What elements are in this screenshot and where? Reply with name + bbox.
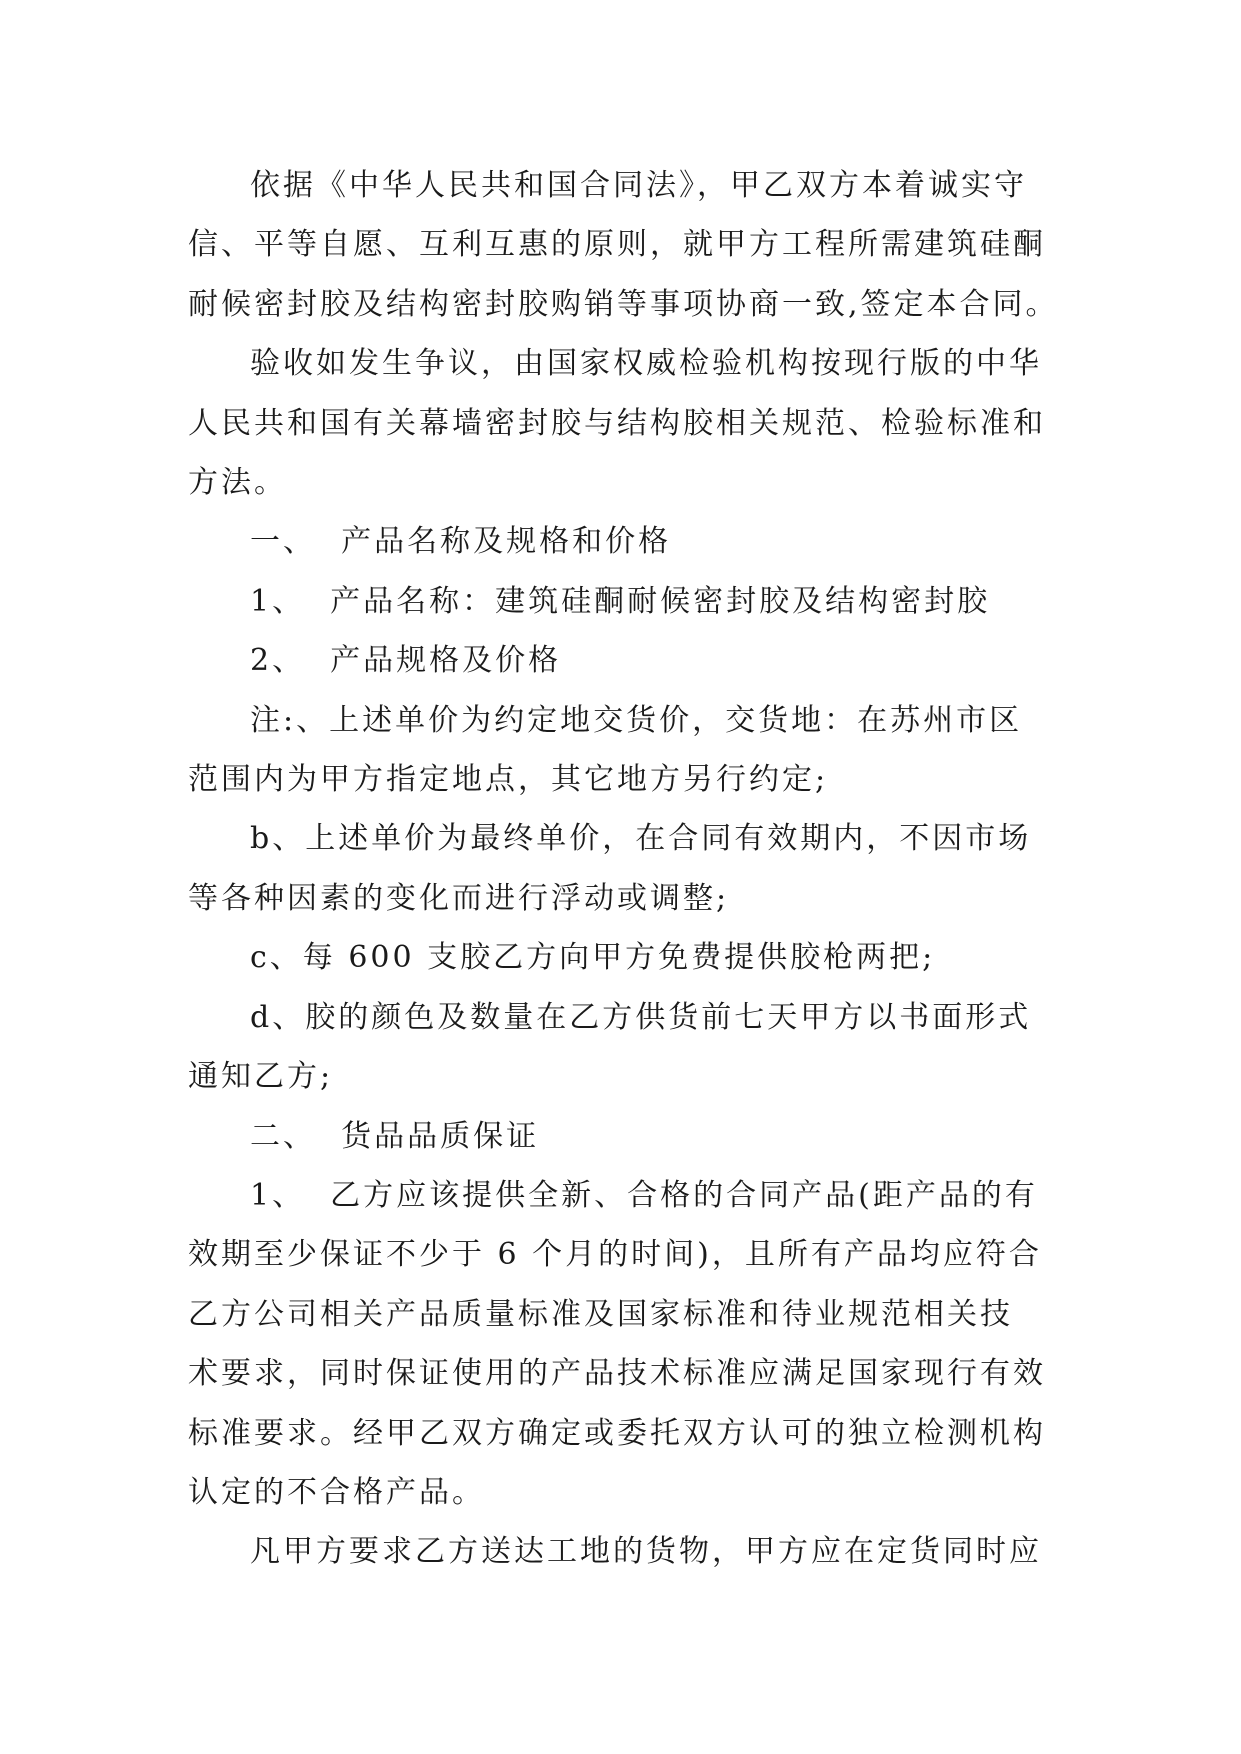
text-line: 耐候密封胶及结构密封胶购销等事项协商一致,签定本合同。 [188,286,1059,322]
text-line: 依据《中华人民共和国合同法》，甲乙双方本着诚实守 [250,168,1027,203]
heading-text: 二、 货品品质保证 [250,1118,540,1154]
text-line: 人民共和国有关幕墙密封胶与结构胶相关规范、检验标准和 [188,405,1046,441]
text-line: 2、 产品规格及价格 [250,643,562,679]
section-1-heading [188,512,1058,571]
text-line: d、胶的颜色及数量在乙方供货前七天甲方以书面形式 [250,999,1032,1035]
text-line: 1、 产品名称：建筑硅酮耐候密封胶及结构密封胶 [250,583,991,619]
text-line: c、每 600 支胶乙方向甲方免费提供胶枪两把; [250,940,936,976]
delivery-paragraph [188,1522,1058,1581]
text-line: 验收如发生争议，由国家权威检验机构按现行版的中华 [250,346,1042,382]
section-2-heading [188,1107,1058,1166]
text-line: 范围内为甲方指定地点，其它地方另行约定; [188,762,829,798]
document-body [188,156,1058,1582]
text-line: 方法。 [188,465,287,501]
text-line: 等各种因素的变化而进行浮动或调整; [188,880,730,916]
text-line: 乙方公司相关产品质量标准及国家标准和待业规范相关技 [188,1296,1013,1332]
item-2-1-paragraph [188,1166,1058,1522]
preamble-paragraph [188,156,1058,334]
item-1-2 [188,631,1058,690]
text-line: 通知乙方; [188,1059,334,1095]
note-c-paragraph [188,928,1058,987]
note-d-paragraph [188,988,1058,1107]
text-line: b、上述单价为最终单价，在合同有效期内，不因市场 [250,821,1032,857]
text-line: 1、 乙方应该提供全新、合格的合同产品(距产品的有 [250,1177,1038,1213]
text-line: 注:、上述单价为约定地交货价，交货地：在苏州市区 [250,702,1023,738]
item-1-1 [188,572,1058,631]
text-line: 术要求，同时保证使用的产品技术标准应满足国家现行有效 [188,1356,1046,1392]
text-line: 效期至少保证不少于 6 个月的时间)，且所有产品均应符合 [188,1237,1042,1273]
heading-text: 一、 产品名称及规格和价格 [250,524,672,560]
note-b-paragraph [188,809,1058,928]
acceptance-dispute-paragraph [188,334,1058,512]
text-line: 认定的不合格产品。 [188,1474,485,1510]
text-line: 凡甲方要求乙方送达工地的货物，甲方应在定货同时应 [250,1534,1042,1570]
text-line: 标准要求。经甲乙双方确定或委托双方认可的独立检测机构 [188,1415,1046,1451]
text-line: 信、平等自愿、互利互惠的原则，就甲方工程所需建筑硅酮 [188,227,1046,263]
note-a-paragraph [188,691,1058,810]
